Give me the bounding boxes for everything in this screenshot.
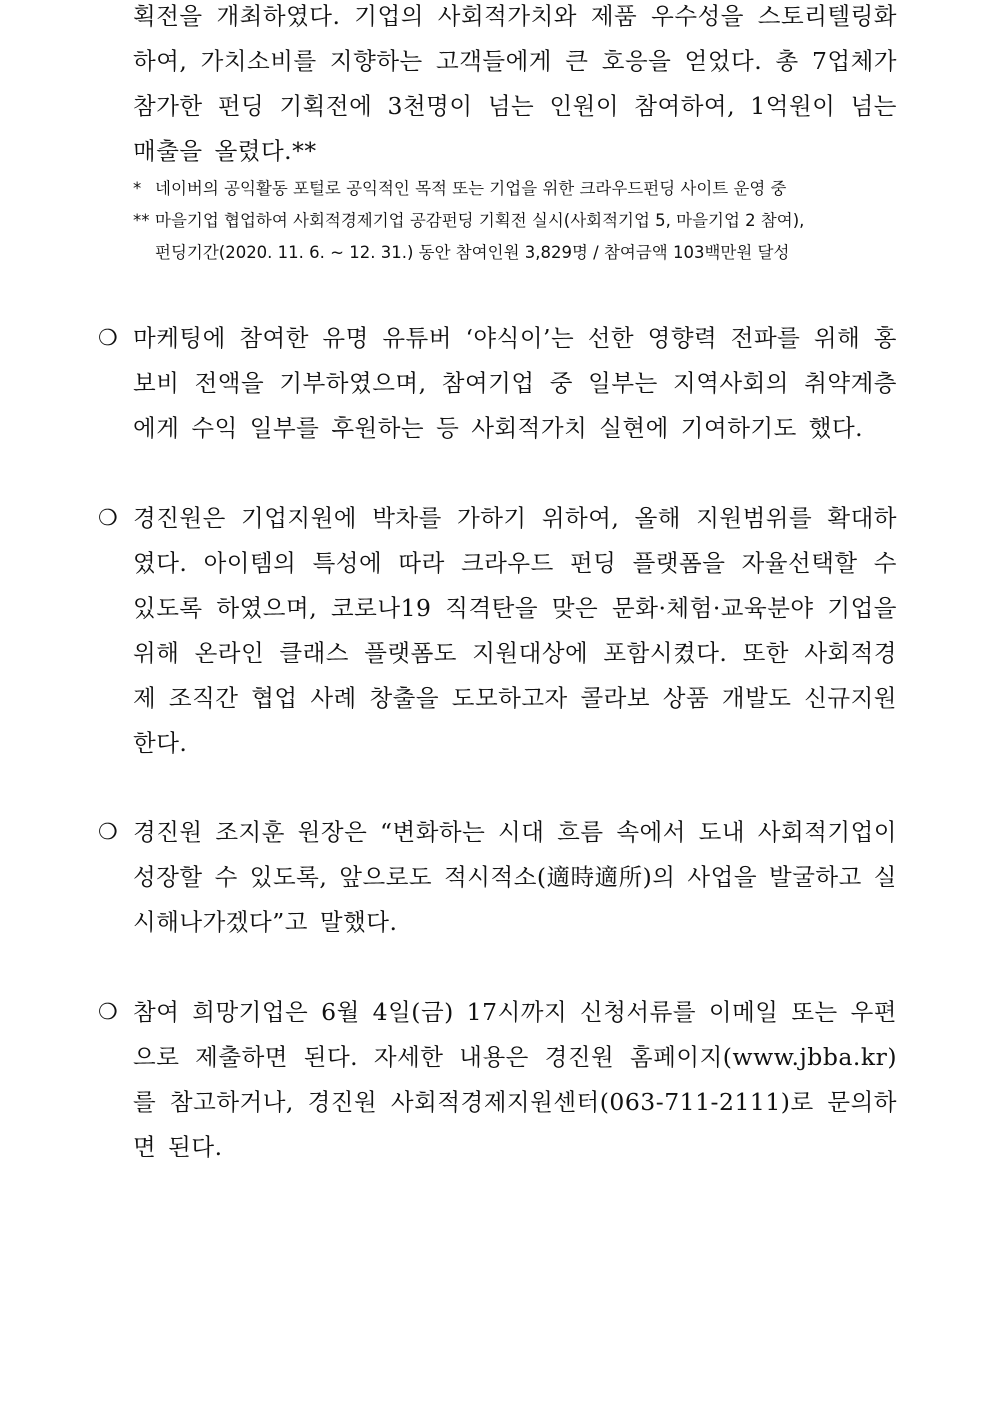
circle-bullet-icon: ❍ — [98, 326, 118, 351]
footnote-text: 네이버의 공익활동 포털로 공익적인 목적 또는 기업을 위한 크라우드펀딩 사이트 운영 중 — [155, 179, 787, 198]
bullet-paragraph-4 — [98, 990, 898, 1170]
circle-bullet-icon: ❍ — [98, 820, 118, 845]
bullet-paragraph-1 — [98, 316, 898, 451]
circle-bullet-icon: ❍ — [98, 506, 118, 531]
intro-paragraph: 획전을 개최하였다. 기업의 사회적가치와 제품 우수성을 스토리텔링화하여, 가치소비를 지향하는 고객들에게 큰 호응을 얻었다. 총 7업체가 참가한 펀딩 기획전에 3천명이 넘는 인원이 참여하여, 1억원이 넘는 매출을 올렸다.** — [133, 2, 897, 165]
footnote-mark: ** — [133, 211, 150, 230]
bullet-text: 경진원 조지훈 원장은 “변화하는 시대 흐름 속에서 도내 사회적기업이 성장할 수 있도록, 앞으로도 적시적소(適時適所)의 사업을 발굴하고 실시해나가겠다”고 말했다. — [133, 818, 897, 936]
bullet-paragraph-3 — [98, 810, 898, 945]
footnote-1 — [133, 173, 897, 205]
circle-bullet-icon: ❍ — [98, 1000, 118, 1025]
bullet-text: 경진원은 기업지원에 박차를 가하기 위하여, 올해 지원범위를 확대하였다. 아이템의 특성에 따라 크라우드 펀딩 플랫폼을 자율선택할 수 있도록 하였으며, 코로나19 직격탄을 맞은 문화·체험·교육분야 기업을 위해 온라인 클래스 플랫폼도 지원대상에 포함시켰다. 또한 사회적경제 조직간 협업 사례 창출을 도모하고자 콜라보 상품 개발도 신규지원한다. — [133, 504, 897, 757]
bullet-paragraph-2 — [98, 496, 898, 766]
footnotes — [133, 173, 897, 269]
footnote-continuation: 펀딩기간(2020. 11. 6. ~ 12. 31.) 동안 참여인원 3,829명 / 참여금액 103백만원 달성 — [155, 243, 790, 262]
footnote-2 — [133, 205, 897, 269]
bullet-text: 참여 희망기업은 6월 4일(금) 17시까지 신청서류를 이메일 또는 우편으로 제출하면 된다. 자세한 내용은 경진원 홈페이지(www.jbba.kr)를 참고하거나, 경진원 사회적경제지원센터(063-711-2111)로 문의하면 된다. — [133, 998, 897, 1161]
footnote-mark: * — [133, 179, 142, 198]
bullet-text: 마케팅에 참여한 유명 유튜버 ‘야식이’는 선한 영향력 전파를 위해 홍보비 전액을 기부하였으며, 참여기업 중 일부는 지역사회의 취약계층에게 수익 일부를 후원하는 등 사회적가치 실현에 기여하기도 했다. — [133, 324, 897, 442]
footnote-text: 마을기업 협업하여 사회적경제기업 공감펀딩 기획전 실시(사회적기업 5, 마을기업 2 참여), — [155, 211, 805, 230]
